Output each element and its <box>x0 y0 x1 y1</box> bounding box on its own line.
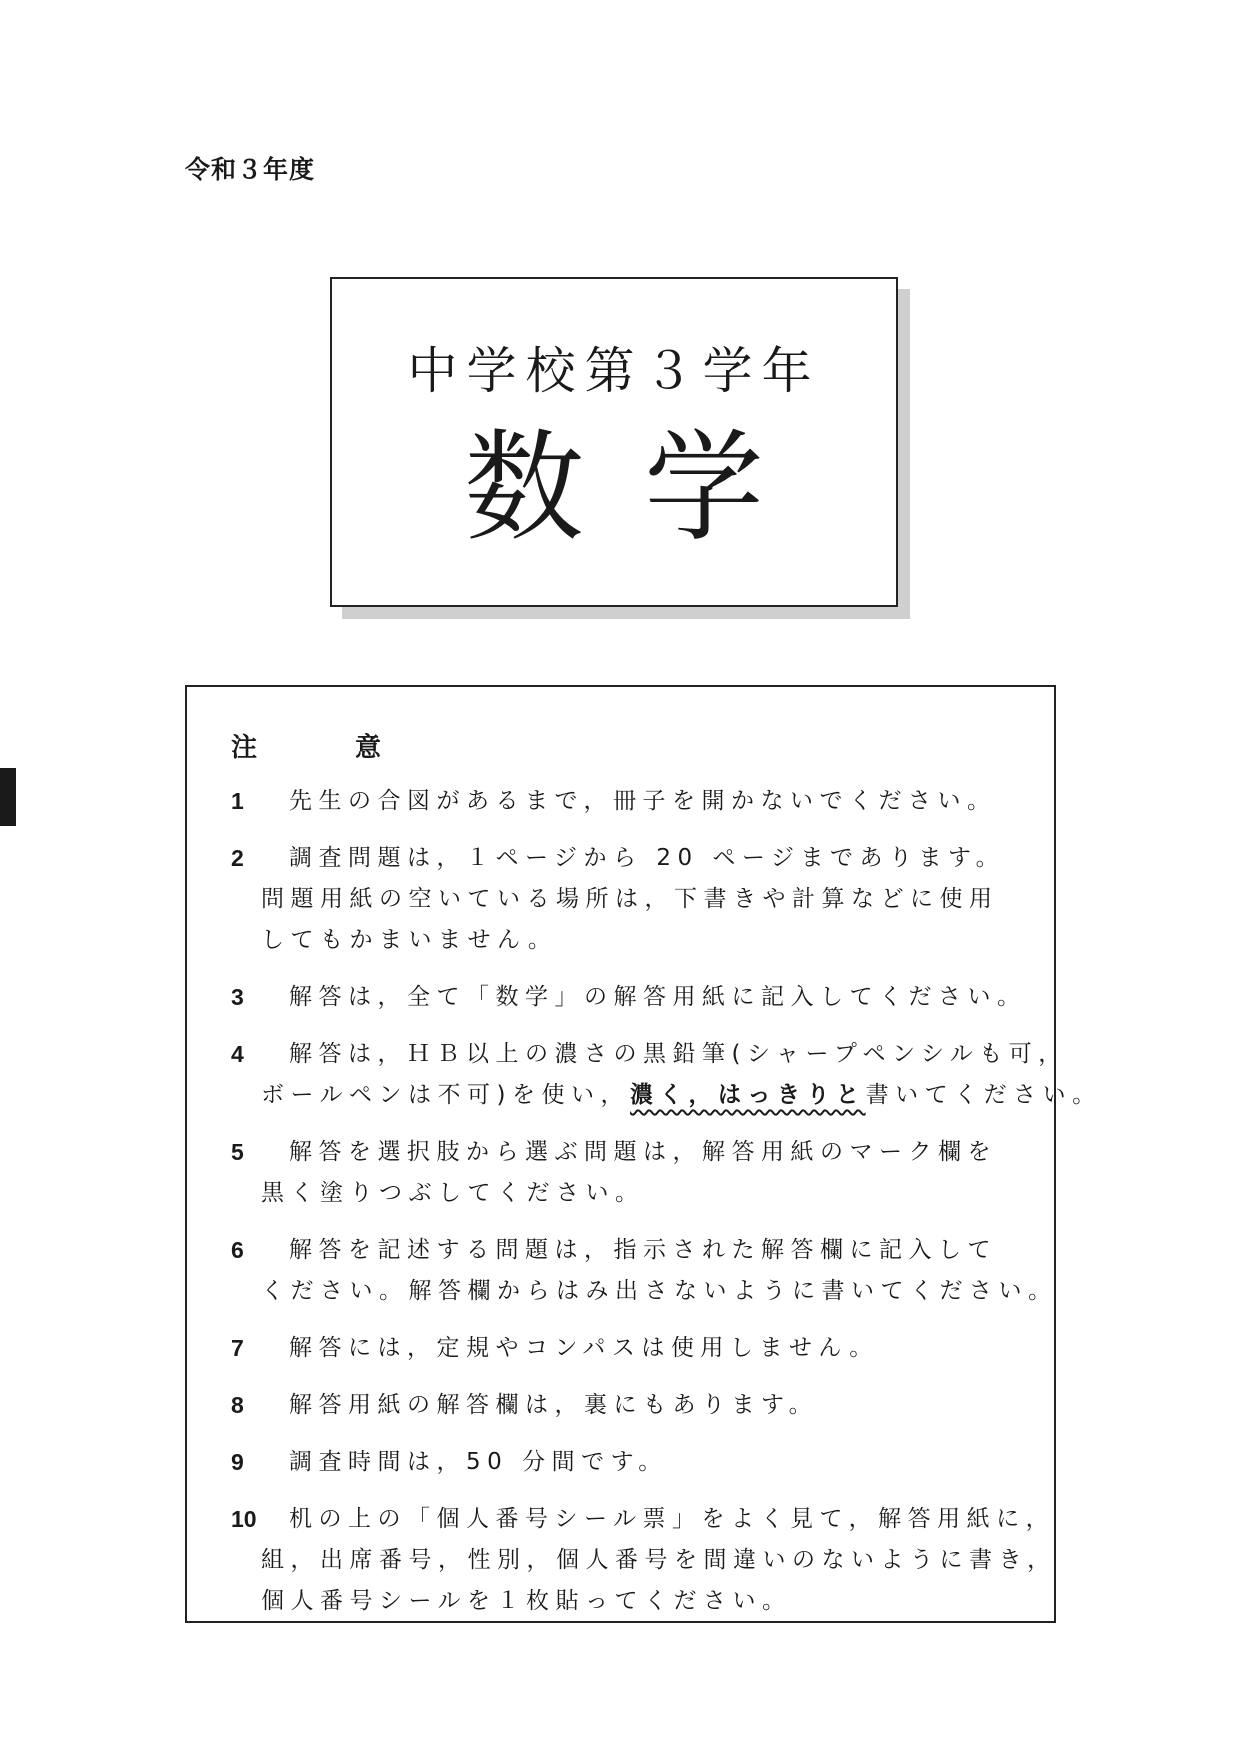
note-text <box>289 1442 1011 1483</box>
note-text <box>289 1328 1011 1369</box>
note-text <box>261 1132 1011 1214</box>
note-item-10 <box>231 1499 1057 1622</box>
note-text <box>289 1385 1011 1426</box>
note-line: 問題用紙の空いている場所は，下書きや計算などに使用 <box>261 886 999 912</box>
subject-title: 数学 <box>464 419 824 558</box>
note-text <box>261 1034 1102 1116</box>
note-number: 3 <box>231 984 244 1010</box>
notes-heading: 注 意 <box>231 733 418 763</box>
note-line: 解答を記述する問題は，指示された解答欄に記入して <box>289 1237 997 1263</box>
note-item-8 <box>231 1385 1011 1426</box>
note-number: 10 <box>231 1506 257 1532</box>
note-number: 2 <box>231 845 244 871</box>
note-line: 解答用紙の解答欄は，裏にもあります。 <box>289 1392 819 1418</box>
note-text <box>289 977 1027 1018</box>
note-number: 6 <box>231 1237 244 1263</box>
note-line: 解答は，全て「数学」の解答用紙に記入してください。 <box>289 984 1027 1010</box>
note-line-segment: 書いてください。 <box>865 1082 1102 1108</box>
side-tab-mark <box>0 768 16 826</box>
note-line: 解答には，定規やコンパスは使用しません。 <box>289 1335 879 1361</box>
note-line: 調査問題は，１ページから 20 ページまであります。 <box>289 845 1006 871</box>
note-line: 黒く塗りつぶしてください。 <box>261 1180 645 1206</box>
note-text <box>261 1230 1058 1312</box>
note-line: ください。解答欄からはみ出さないように書いてください。 <box>261 1278 1058 1304</box>
notes-list <box>231 781 1102 1638</box>
note-number: 5 <box>231 1139 244 1165</box>
grade-title: 中学校第３学年 <box>407 342 821 400</box>
note-line: 調査時間は，50 分間です。 <box>289 1449 668 1475</box>
note-number: 1 <box>231 788 244 814</box>
note-line: 解答は，ＨＢ以上の濃さの黒鉛筆(シャープペンシルも可， <box>289 1041 1068 1067</box>
note-line <box>261 1075 1102 1116</box>
note-number: 7 <box>231 1335 244 1361</box>
note-item-2 <box>231 838 1011 961</box>
notes-box <box>185 685 1102 1623</box>
note-number: 4 <box>231 1041 244 1067</box>
note-text <box>261 838 1011 961</box>
note-line: 机の上の「個人番号シール票」をよく見て，解答用紙に， <box>289 1506 1056 1532</box>
note-item-4 <box>231 1034 1102 1116</box>
note-line: してもかまいません。 <box>261 927 558 953</box>
note-item-3 <box>231 977 1027 1018</box>
note-line-segment: ボールペンは不可)を使い， <box>261 1082 631 1108</box>
note-text <box>289 781 1011 822</box>
school-year-label: 令和３年度 <box>185 155 316 184</box>
note-line: 解答を選択肢から選ぶ問題は，解答用紙のマーク欄を <box>289 1139 997 1165</box>
note-number: 8 <box>231 1392 244 1418</box>
emphasized-text: 濃く，はっきりと <box>630 1082 866 1108</box>
note-line: 組，出席番号，性別，個人番号を間違いのないように書き， <box>261 1547 1057 1573</box>
note-item-9 <box>231 1442 1011 1483</box>
note-item-5 <box>231 1132 1011 1214</box>
note-text <box>261 1499 1057 1622</box>
note-item-6 <box>231 1230 1058 1312</box>
note-line: 先生の合図があるまで，冊子を開かないでください。 <box>289 788 997 814</box>
note-line: 個人番号シールを１枚貼ってください。 <box>261 1588 792 1614</box>
title-box <box>330 277 898 607</box>
note-item-7 <box>231 1328 1011 1369</box>
note-item-1 <box>231 781 1011 822</box>
note-number: 9 <box>231 1449 244 1475</box>
